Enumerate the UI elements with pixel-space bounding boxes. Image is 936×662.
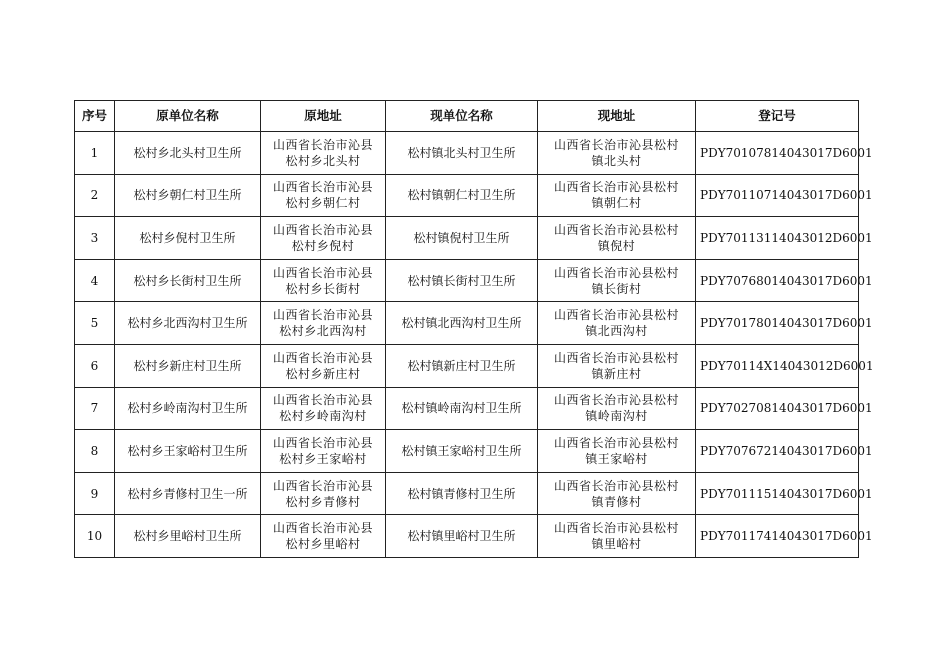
header-new-address: 现地址 [538, 101, 696, 132]
old-address-line: 山西省长治市沁县 [272, 350, 373, 365]
old-address-line: 松村乡新庄村 [285, 366, 361, 381]
cell-serial: 5 [75, 302, 115, 345]
cell-new-address [538, 430, 696, 473]
new-address-line: 镇倪村 [597, 238, 636, 253]
cell-registration-no: PDY70178014043017D6001 [696, 302, 859, 345]
cell-old-address [261, 515, 386, 558]
old-address-line: 松村乡长街村 [285, 281, 361, 296]
new-address-line: 镇北头村 [591, 153, 642, 168]
table-row [75, 515, 859, 558]
table-row [75, 387, 859, 430]
new-address-line: 山西省长治市沁县松村 [553, 222, 679, 237]
cell-old-address [261, 344, 386, 387]
new-address-line: 山西省长治市沁县松村 [553, 180, 679, 195]
table-row [75, 217, 859, 260]
old-address-line: 山西省长治市沁县 [272, 393, 373, 408]
cell-serial: 1 [75, 132, 115, 175]
header-serial: 序号 [75, 101, 115, 132]
cell-new-address [538, 515, 696, 558]
cell-serial: 9 [75, 472, 115, 515]
cell-new-name: 松村镇岭南沟村卫生所 [386, 387, 538, 430]
cell-new-name: 松村镇北头村卫生所 [386, 132, 538, 175]
header-new-name: 现单位名称 [386, 101, 538, 132]
old-address-line: 山西省长治市沁县 [272, 137, 373, 152]
cell-new-address [538, 344, 696, 387]
cell-registration-no: PDY70111514043017D6001 [696, 472, 859, 515]
table-row [75, 174, 859, 217]
cell-old-address [261, 217, 386, 260]
new-address-line: 山西省长治市沁县松村 [553, 265, 679, 280]
table-row [75, 259, 859, 302]
cell-registration-no: PDY70114X14043012D6001 [696, 344, 859, 387]
cell-serial: 6 [75, 344, 115, 387]
cell-registration-no: PDY70110714043017D6001 [696, 174, 859, 217]
cell-new-name: 松村镇倪村卫生所 [386, 217, 538, 260]
new-address-line: 镇岭南沟村 [585, 409, 648, 424]
cell-serial: 2 [75, 174, 115, 217]
new-address-line: 镇青修村 [591, 494, 642, 509]
cell-registration-no: PDY70270814043017D6001 [696, 387, 859, 430]
table-row [75, 302, 859, 345]
cell-new-name: 松村镇王家峪村卫生所 [386, 430, 538, 473]
cell-old-name: 松村乡倪村卫生所 [115, 217, 261, 260]
new-address-line: 镇北西沟村 [585, 324, 648, 339]
old-address-line: 松村乡倪村 [291, 238, 355, 253]
cell-new-address [538, 259, 696, 302]
new-address-line: 山西省长治市沁县松村 [553, 478, 679, 493]
table-row [75, 472, 859, 515]
cell-new-name: 松村镇北西沟村卫生所 [386, 302, 538, 345]
old-address-line: 松村乡里峪村 [285, 537, 361, 552]
old-address-line: 山西省长治市沁县 [272, 265, 373, 280]
new-address-line: 镇长街村 [591, 281, 642, 296]
cell-old-address [261, 387, 386, 430]
cell-old-name: 松村乡青修村卫生一所 [115, 472, 261, 515]
old-address-line: 山西省长治市沁县 [272, 308, 373, 323]
cell-serial: 3 [75, 217, 115, 260]
cell-old-name: 松村乡里峪村卫生所 [115, 515, 261, 558]
old-address-line: 松村乡朝仁村 [285, 196, 361, 211]
new-address-line: 镇王家峪村 [585, 451, 648, 466]
old-address-line: 山西省长治市沁县 [272, 222, 373, 237]
old-address-line: 山西省长治市沁县 [272, 478, 373, 493]
cell-new-address [538, 302, 696, 345]
cell-new-address [538, 387, 696, 430]
header-registration-no: 登记号 [696, 101, 859, 132]
cell-registration-no: PDY70117414043017D6001 [696, 515, 859, 558]
cell-old-name: 松村乡北头村卫生所 [115, 132, 261, 175]
new-address-line: 镇朝仁村 [591, 196, 642, 211]
table-row [75, 430, 859, 473]
cell-new-name: 松村镇青修村卫生所 [386, 472, 538, 515]
cell-old-name: 松村乡新庄村卫生所 [115, 344, 261, 387]
cell-old-address [261, 174, 386, 217]
cell-new-name: 松村镇长街村卫生所 [386, 259, 538, 302]
new-address-line: 镇新庄村 [591, 366, 642, 381]
cell-old-name: 松村乡朝仁村卫生所 [115, 174, 261, 217]
cell-old-name: 松村乡王家峪村卫生所 [115, 430, 261, 473]
old-address-line: 松村乡青修村 [285, 494, 361, 509]
cell-old-name: 松村乡长街村卫生所 [115, 259, 261, 302]
cell-old-address [261, 132, 386, 175]
cell-registration-no: PDY70113114043012D6001 [696, 217, 859, 260]
table-row [75, 132, 859, 175]
old-address-line: 松村乡北西沟村 [279, 324, 367, 339]
cell-old-address [261, 472, 386, 515]
cell-new-name: 松村镇朝仁村卫生所 [386, 174, 538, 217]
cell-old-name: 松村乡北西沟村卫生所 [115, 302, 261, 345]
cell-serial: 8 [75, 430, 115, 473]
header-old-name: 原单位名称 [115, 101, 261, 132]
cell-old-name: 松村乡岭南沟村卫生所 [115, 387, 261, 430]
new-address-line: 镇里峪村 [591, 537, 642, 552]
cell-registration-no: PDY70107814043017D6001 [696, 132, 859, 175]
cell-old-address [261, 430, 386, 473]
old-address-line: 松村乡北头村 [285, 153, 361, 168]
old-address-line: 山西省长治市沁县 [272, 435, 373, 450]
registration-table [74, 100, 874, 558]
cell-new-address [538, 217, 696, 260]
new-address-line: 山西省长治市沁县松村 [553, 350, 679, 365]
cell-new-address [538, 174, 696, 217]
cell-new-name: 松村镇新庄村卫生所 [386, 344, 538, 387]
cell-registration-no: PDY70767214043017D6001 [696, 430, 859, 473]
cell-old-address [261, 302, 386, 345]
new-address-line: 山西省长治市沁县松村 [553, 137, 679, 152]
cell-new-address [538, 472, 696, 515]
new-address-line: 山西省长治市沁县松村 [553, 308, 679, 323]
old-address-line: 松村乡王家峪村 [279, 451, 367, 466]
old-address-line: 山西省长治市沁县 [272, 521, 373, 536]
old-address-line: 松村乡岭南沟村 [279, 409, 367, 424]
table-header-row [75, 101, 859, 132]
cell-serial: 10 [75, 515, 115, 558]
header-old-address: 原地址 [261, 101, 386, 132]
cell-registration-no: PDY70768014043017D6001 [696, 259, 859, 302]
cell-new-name: 松村镇里峪村卫生所 [386, 515, 538, 558]
old-address-line: 山西省长治市沁县 [272, 180, 373, 195]
new-address-line: 山西省长治市沁县松村 [553, 393, 679, 408]
cell-serial: 4 [75, 259, 115, 302]
new-address-line: 山西省长治市沁县松村 [553, 435, 679, 450]
cell-serial: 7 [75, 387, 115, 430]
table-row [75, 344, 859, 387]
cell-old-address [261, 259, 386, 302]
new-address-line: 山西省长治市沁县松村 [553, 521, 679, 536]
cell-new-address [538, 132, 696, 175]
